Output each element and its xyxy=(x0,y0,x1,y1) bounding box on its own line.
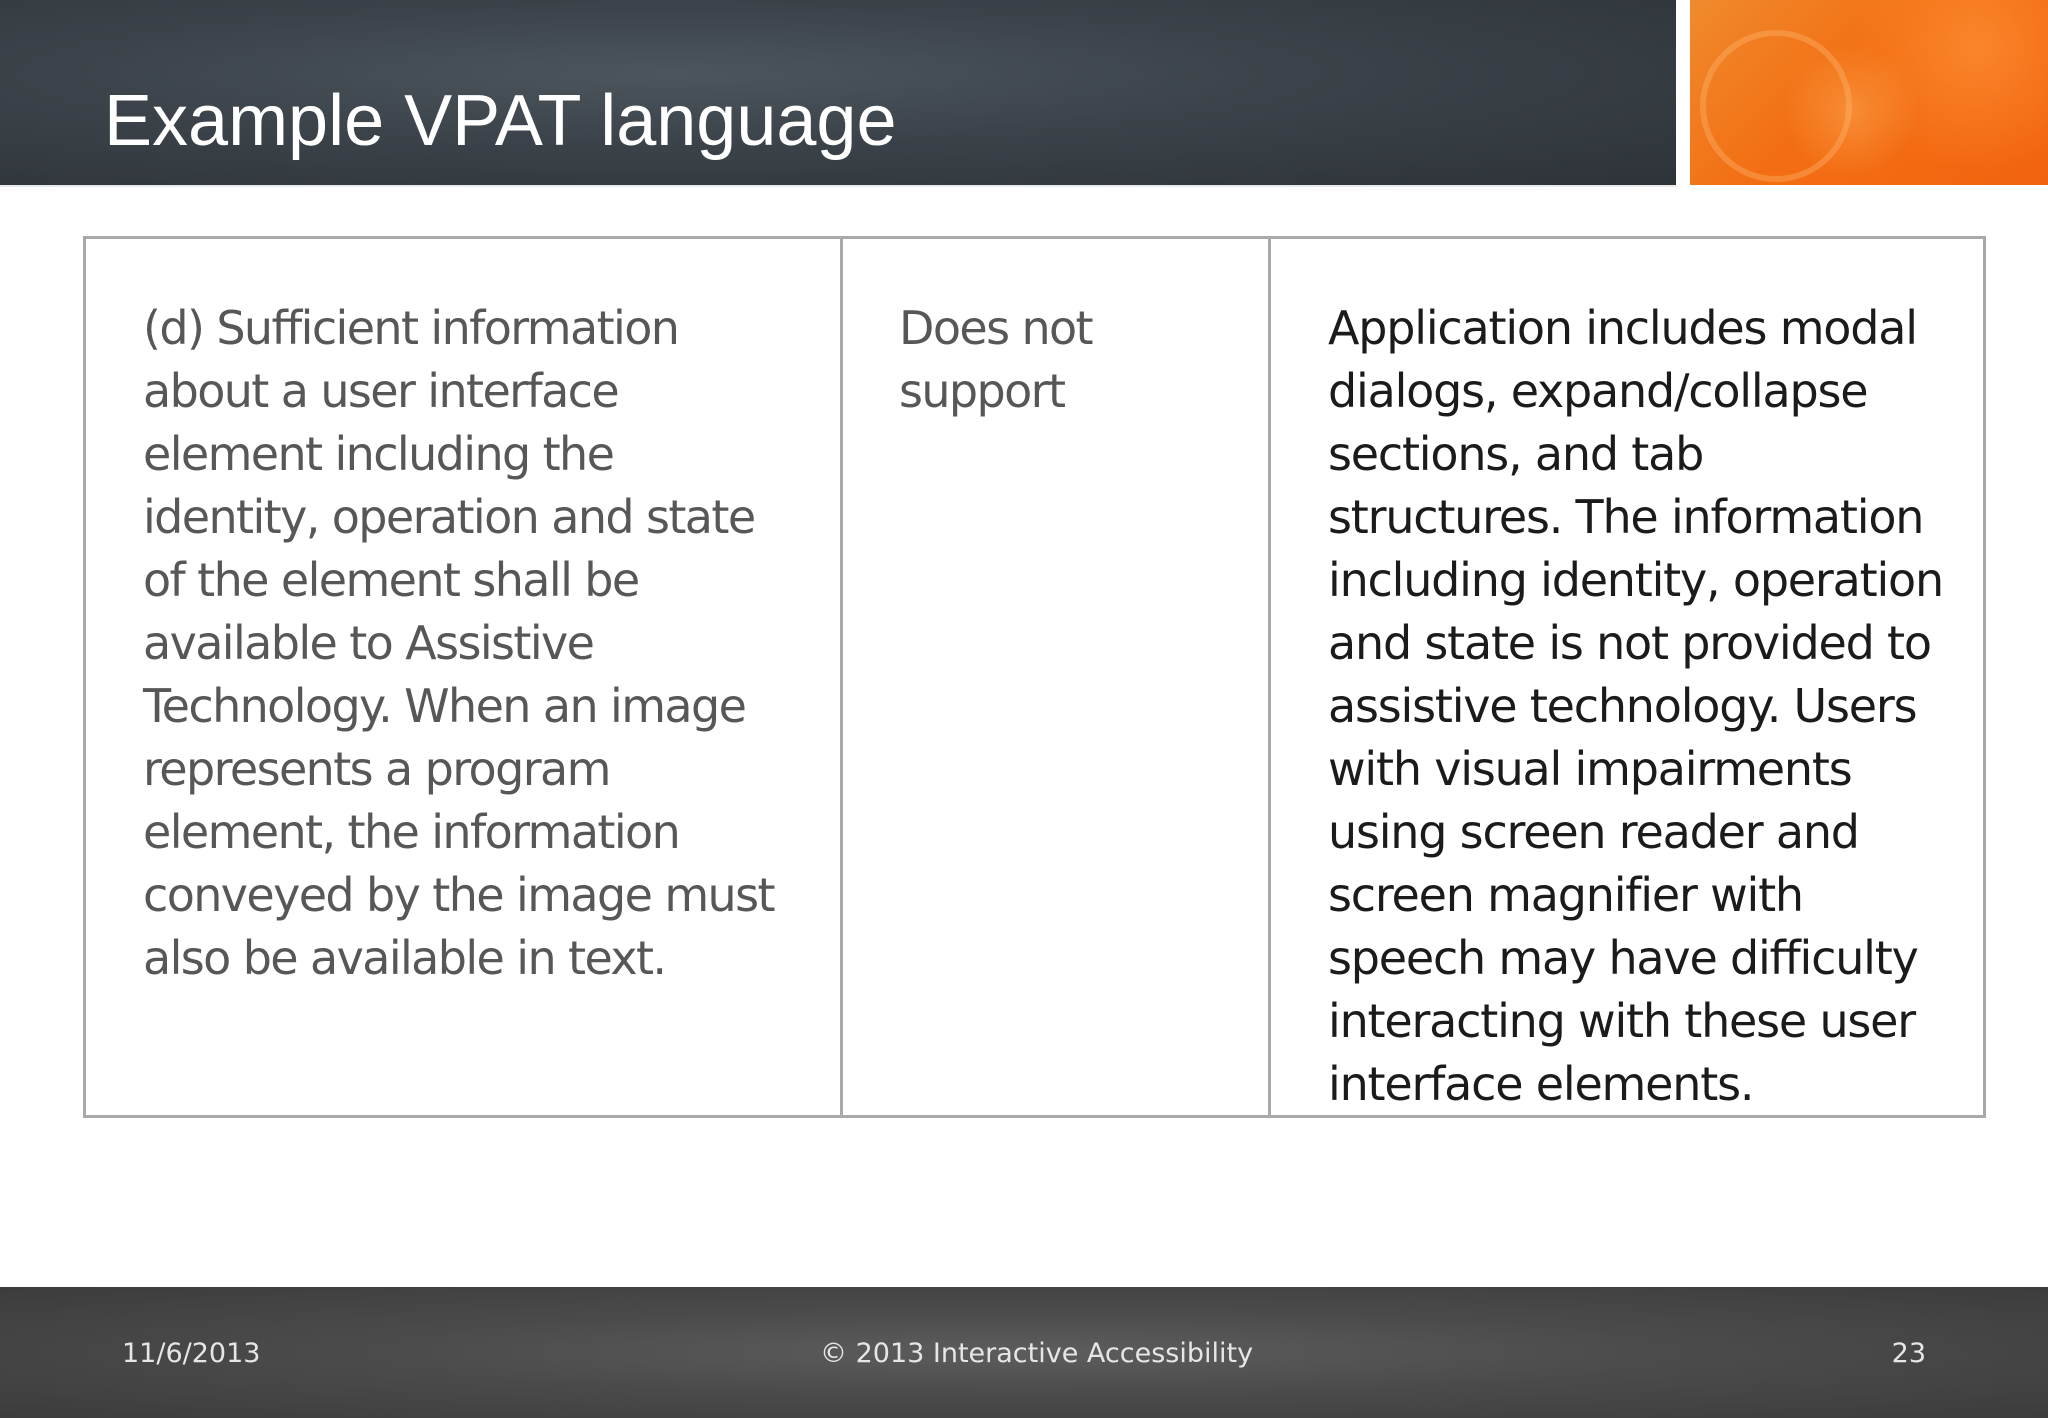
remarks-cell xyxy=(1271,239,1983,1115)
criteria-cell xyxy=(86,239,843,1115)
page-number: 23 xyxy=(1891,1338,1926,1369)
support-level-text: Does not support xyxy=(899,301,1092,418)
criteria-text: (d) Sufficient information about a user interface element including the identity, operation and state of the element shall be available to Assistive Technology. When an image represents a program element, the information conveyed by the image must also be available in text. xyxy=(143,301,774,985)
footer-copyright: © 2013 Interactive Accessibility xyxy=(820,1338,1254,1369)
remarks-text: Application includes modal dialogs, expand/collapse sections, and tab structures. The information including identity, operation and state is not provided to assistive technology. Users with visual impairments using screen reader and screen magnifier with speech may have difficulty interacting with these user interface elements. xyxy=(1328,301,1943,1111)
accent-decorative-ring xyxy=(1700,30,1852,182)
support-level-cell xyxy=(843,239,1271,1115)
slide-title: Example VPAT language xyxy=(104,81,897,161)
footer-date: 11/6/2013 xyxy=(122,1338,261,1369)
vpat-table xyxy=(83,236,1986,1118)
